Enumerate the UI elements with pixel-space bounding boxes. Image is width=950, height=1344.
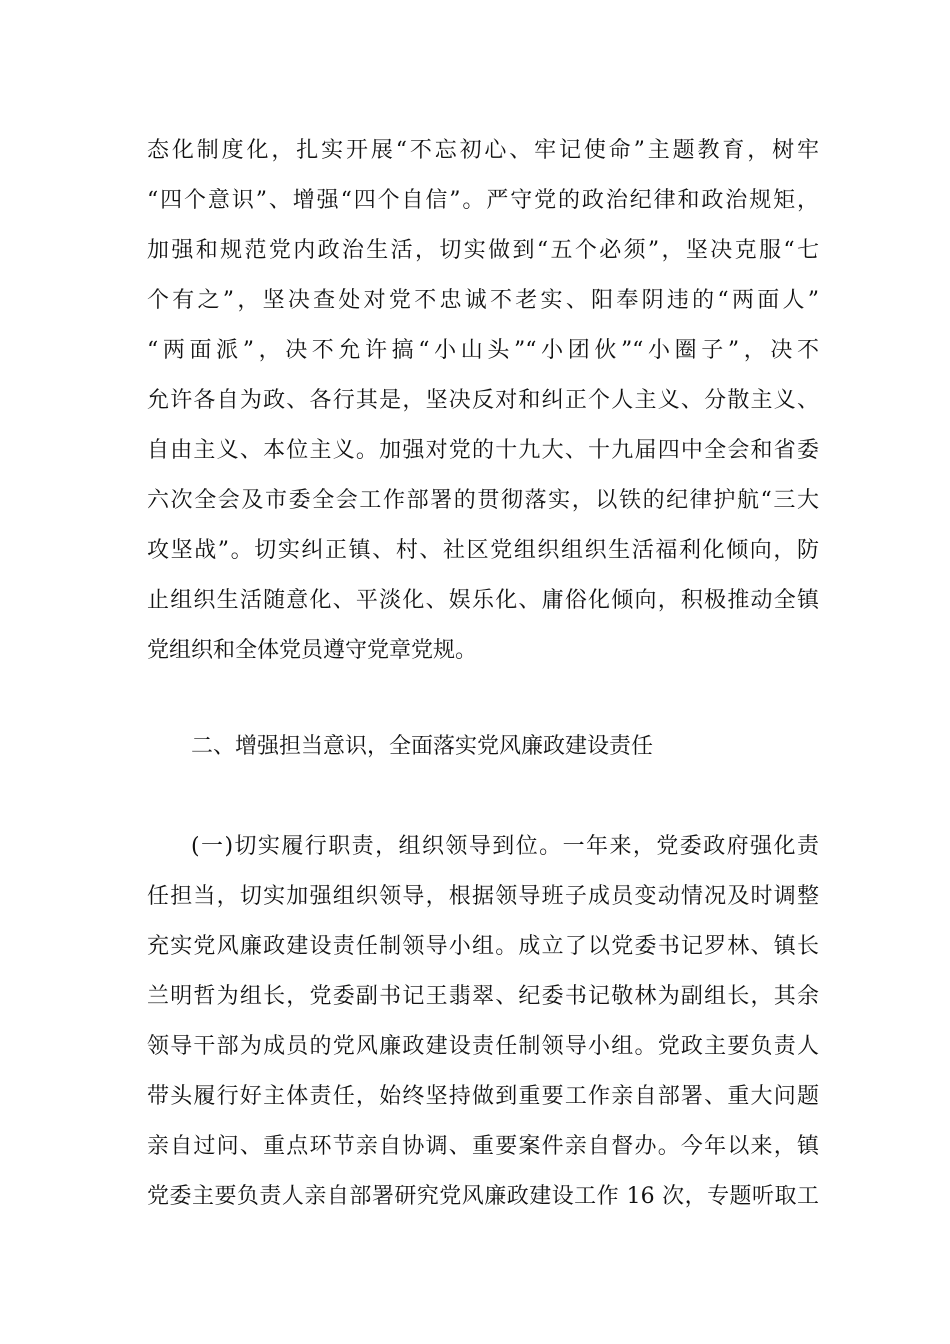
body-paragraph-2 [147,822,819,1222]
paragraph-line: “两面派”，决不允许搞“小山头”“小团伙”“小圈子”，决不 [147,338,819,363]
paragraph-line: 攻坚战”。切实纠正镇、村、社区党组织组织生活福利化倾向，防 [147,538,819,563]
paragraph-line: 带头履行好主体责任，始终坚持做到重要工作亲自部署、重大问题 [147,1084,819,1109]
paragraph-line: 党委主要负责人亲自部署研究党风廉政建设工作 16 次，专题听取工 [147,1184,819,1209]
paragraph-line: (一)切实履行职责，组织领导到位。一年来，党委政府强化责 [191,834,819,859]
paragraph-line: “四个意识”、增强“四个自信”。严守党的政治纪律和政治规矩， [147,188,819,213]
paragraph-line: 止组织生活随意化、平淡化、娱乐化、庸俗化倾向，积极推动全镇 [147,588,819,613]
paragraph-line: 个有之”，坚决查处对党不忠诚不老实、阳奉阴违的“两面人” [147,288,819,313]
paragraph-line: 充实党风廉政建设责任制领导小组。成立了以党委书记罗林、镇长 [147,934,819,959]
section-heading-text: 二、增强担当意识，全面落实党风廉政建设责任 [191,734,654,759]
body-paragraph-1 [147,126,819,676]
paragraph-line: 态化制度化，扎实开展“不忘初心、牢记使命”主题教育，树牢 [147,138,819,163]
paragraph-line: 党组织和全体党员遵守党章党规。 [147,638,478,663]
paragraph-line: 允许各自为政、各行其是，坚决反对和纠正个人主义、分散主义、 [147,388,819,413]
paragraph-line: 领导干部为成员的党风廉政建设责任制领导小组。党政主要负责人 [147,1034,819,1059]
paragraph-line: 自由主义、本位主义。加强对党的十九大、十九届四中全会和省委 [147,438,819,463]
section-heading [147,722,819,772]
paragraph-line: 六次全会及市委全会工作部署的贯彻落实，以铁的纪律护航“三大 [147,488,819,513]
paragraph-line: 任担当，切实加强组织领导，根据领导班子成员变动情况及时调整 [147,884,819,909]
paragraph-line: 亲自过问、重点环节亲自协调、重要案件亲自督办。今年以来，镇 [147,1134,819,1159]
paragraph-line: 加强和规范党内政治生活，切实做到“五个必须”，坚决克服“七 [147,238,819,263]
paragraph-line: 兰明哲为组长，党委副书记王翡翠、纪委书记敬林为副组长，其余 [147,984,819,1009]
